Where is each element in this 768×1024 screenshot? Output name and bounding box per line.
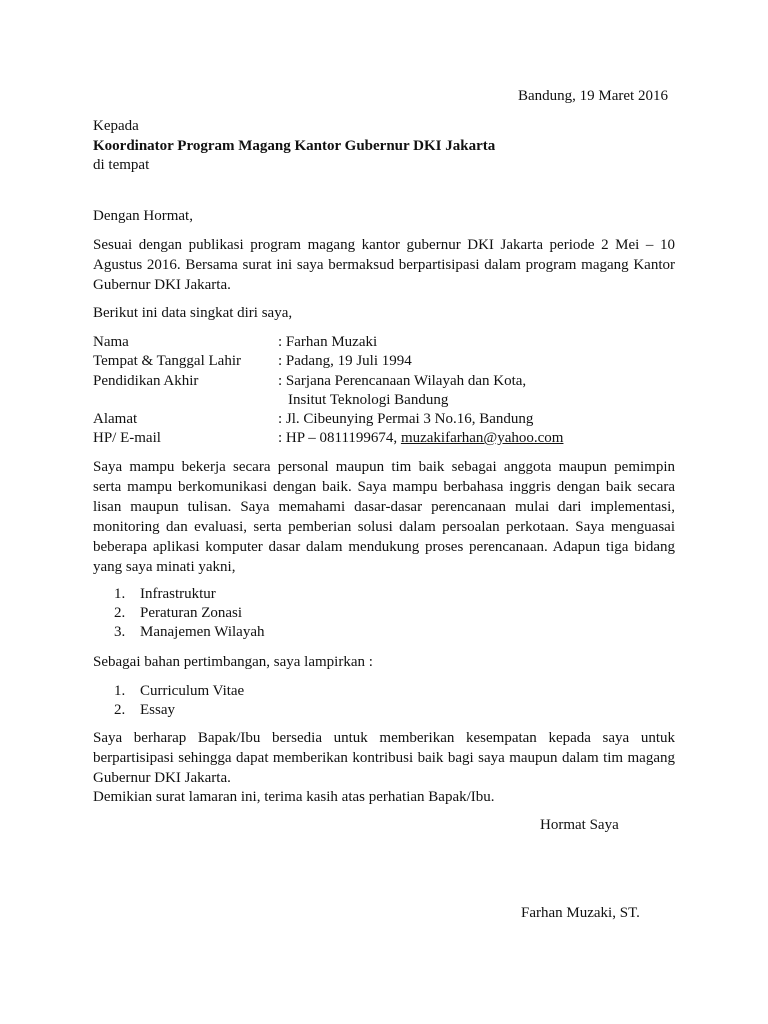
ability-line: lisan maupun tulisan. Saya memahami dasar-dasar perencanaan mulai dari implementasi, <box>93 499 675 515</box>
field-label: Pendidikan Akhir <box>93 373 199 389</box>
email-link[interactable]: muzakifarhan@yahoo.com <box>400 430 564 446</box>
hope-line: Gubernur DKI Jakarta. <box>93 770 231 786</box>
data-intro: Berikut ini data singkat diri saya, <box>93 305 293 321</box>
field-value-continued: Insitut Teknologi Bandung <box>288 392 449 408</box>
ability-line: Saya mampu bekerja secara personal maupun tim baik sebagai anggota maupun pemimpin <box>93 459 675 475</box>
signature: Farhan Muzaki, ST. <box>521 905 640 921</box>
field-value: : Padang, 19 Juli 1994 <box>278 353 412 369</box>
list-number: 2. <box>114 702 126 718</box>
list-number: 1. <box>114 683 126 699</box>
recipient-name: Koordinator Program Magang Kantor Gubernur DKI Jakarta <box>93 138 496 154</box>
list-item: Essay <box>140 702 175 718</box>
place-date: Bandung, 19 Maret 2016 <box>518 88 668 104</box>
intro-line: Sesuai dengan publikasi program magang kantor gubernur DKI Jakarta periode 2 Mei – 10 <box>93 237 675 253</box>
phone-text: : HP – 0811199674, <box>278 430 401 446</box>
greeting: Dengan Hormat, <box>93 208 193 224</box>
attach-intro: Sebagai bahan pertimbangan, saya lampirkan : <box>93 654 373 670</box>
closing-line: Demikian surat lamaran ini, terima kasih atas perhatian Bapak/Ibu. <box>93 789 495 805</box>
ability-line: yang saya minati yakni, <box>93 559 236 575</box>
intro-line: Agustus 2016. Bersama surat ini saya bermaksud berpartisipasi dalam program magang Kantor <box>93 257 675 273</box>
field-value: : Sarjana Perencanaan Wilayah dan Kota, <box>278 373 527 389</box>
hope-line: berpartisipasi sehingga dapat memberikan kontribusi baik bagi saya maupun dalam tim magang <box>93 750 675 766</box>
ability-line: beberapa aplikasi komputer dasar dalam mendukung proses perencanaan. Adapun tiga bidang <box>93 539 675 555</box>
field-label: HP/ E-mail <box>93 430 161 446</box>
list-item: Infrastruktur <box>140 586 216 602</box>
hope-paragraph <box>93 728 675 788</box>
field-label: Tempat & Tanggal Lahir <box>93 353 241 369</box>
ability-line: serta mampu berkomunikasi dengan baik. Saya mampu berbahasa inggris dengan baik secara <box>93 479 675 495</box>
field-label: Nama <box>93 334 129 350</box>
list-number: 1. <box>114 586 126 602</box>
hope-line: Saya berharap Bapak/Ibu bersedia untuk memberikan kesempatan kepada saya untuk <box>93 730 675 746</box>
field-value <box>278 428 563 448</box>
intro-paragraph <box>93 235 675 295</box>
field-value: : Jl. Cibeunying Permai 3 No.16, Bandung <box>278 411 534 427</box>
field-value: : Farhan Muzaki <box>278 334 378 350</box>
list-item: Curriculum Vitae <box>140 683 245 699</box>
ability-line: monitoring dan evaluasi, serta pemberian solusi dalam persoalan perkotaan. Saya menguasai <box>93 519 675 535</box>
recipient-to: Kepada <box>93 118 139 134</box>
list-number: 3. <box>114 624 126 640</box>
list-item: Peraturan Zonasi <box>140 605 243 621</box>
ability-paragraph <box>93 457 675 577</box>
closing: Hormat Saya <box>540 817 619 833</box>
list-item: Manajemen Wilayah <box>140 624 265 640</box>
list-number: 2. <box>114 605 126 621</box>
recipient-place: di tempat <box>93 157 150 173</box>
intro-line: Gubernur DKI Jakarta. <box>93 277 231 293</box>
field-label: Alamat <box>93 411 138 427</box>
